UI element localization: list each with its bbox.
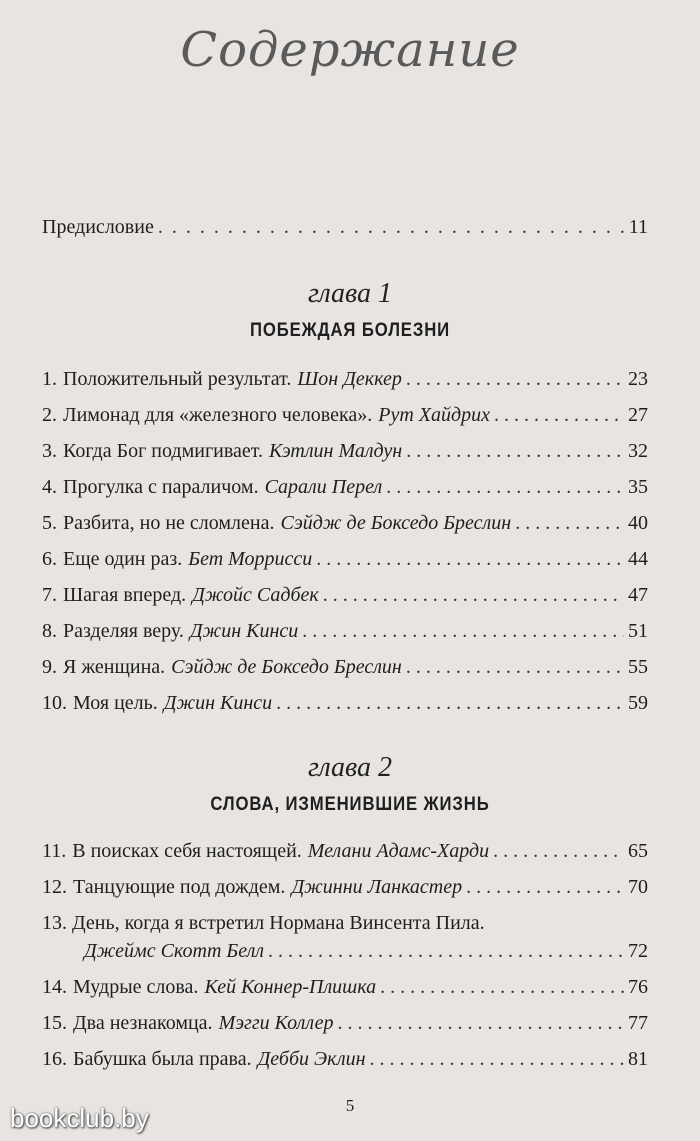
dot-leader — [276, 690, 624, 716]
toc-entry[interactable] — [42, 1046, 648, 1072]
entry-title: Разделяя веру. — [63, 620, 184, 642]
entry-title: Моя цель. — [73, 692, 158, 714]
entry-author: Джин Кинси — [189, 620, 299, 642]
entry-number: 12. — [42, 876, 67, 898]
entry-page: 77 — [628, 1012, 648, 1034]
toc-entry[interactable] — [42, 838, 648, 864]
entry-title: Еще один раз. — [63, 548, 183, 570]
toc-entry[interactable] — [42, 510, 648, 536]
toc-entry[interactable] — [42, 438, 648, 464]
entry-page: 32 — [628, 440, 648, 462]
page-title: Содержание — [180, 22, 520, 78]
entry-author: Мелани Адамс-Харди — [307, 840, 490, 862]
dot-leader — [406, 654, 624, 680]
entry-author: Мэгги Коллер — [218, 1012, 334, 1034]
entry-number: 11. — [42, 840, 67, 862]
entry-page: 44 — [628, 548, 648, 570]
entry-title: Шагая вперед. — [63, 584, 187, 606]
entry-number: 13. — [42, 912, 67, 934]
dot-leader — [337, 1010, 624, 1036]
entry-number: 6. — [42, 548, 57, 570]
entry-number: 14. — [42, 976, 67, 998]
dot-leader — [386, 474, 624, 500]
toc-entry[interactable] — [42, 974, 648, 1000]
entry-page: 70 — [628, 876, 648, 898]
entry-author: Джеймс Скотт Белл — [84, 940, 265, 962]
entry-page: 55 — [628, 656, 648, 678]
chapter-label: глава 1 — [307, 278, 393, 309]
entry-page: 65 — [628, 840, 648, 862]
entry-title: Когда Бог подмигивает. — [63, 440, 264, 462]
entry-number: 10. — [42, 692, 67, 714]
entry-page: 72 — [628, 940, 648, 962]
chapter-label: глава 2 — [307, 752, 393, 783]
toc-entry[interactable] — [42, 690, 648, 716]
dot-leader — [302, 618, 624, 644]
dot-leader — [158, 214, 625, 240]
entry-author: Сэйдж де Бокседо Бреслин — [171, 656, 402, 678]
entry-page: 47 — [628, 584, 648, 606]
entry-number: 7. — [42, 584, 57, 606]
entry-number: 16. — [42, 1048, 67, 1070]
entry-title: День, когда я встретил Нормана Винсента Пила. — [72, 912, 485, 934]
entry-title: Бабушка была права. — [73, 1048, 252, 1070]
dot-leader — [370, 1046, 624, 1072]
entry-page: 40 — [628, 512, 648, 534]
entry-number: 3. — [42, 440, 57, 462]
entry-author: Сарали Перел — [264, 476, 383, 498]
entry-number: 9. — [42, 656, 57, 678]
entry-author: Кэтлин Малдун — [269, 440, 403, 462]
entry-page: 59 — [628, 692, 648, 714]
entry-page: 51 — [628, 620, 648, 642]
dot-leader — [494, 402, 624, 428]
toc-entry[interactable] — [42, 654, 648, 680]
entry-title: Разбита, но не сломлена. — [63, 512, 275, 534]
entry-number: 1. — [42, 368, 57, 390]
entry-title: Лимонад для «железного человека». — [63, 404, 373, 426]
toc-entry[interactable] — [42, 1010, 648, 1036]
toc-entry[interactable] — [42, 582, 648, 608]
toc-entry-line1[interactable] — [42, 910, 648, 936]
dot-leader — [466, 874, 624, 900]
dot-leader — [380, 974, 624, 1000]
entry-author: Джин Кинси — [163, 692, 273, 714]
toc-entry-preface[interactable] — [42, 214, 648, 240]
dot-leader — [406, 366, 624, 392]
entry-author: Бет Моррисси — [188, 548, 313, 570]
page-number: 5 — [345, 1096, 355, 1115]
entry-title: Два незнакомца. — [73, 1012, 213, 1034]
dot-leader — [515, 510, 624, 536]
entry-title: Прогулка с параличом. — [63, 476, 259, 498]
entry-author: Джинни Ланкастер — [291, 876, 463, 898]
entry-author: Дебби Эклин — [257, 1048, 366, 1070]
entry-author: Шон Деккер — [297, 368, 402, 390]
entry-title: Мудрые слова. — [73, 976, 199, 998]
chapter-title: СЛОВА, ИЗМЕНИВШИЕ ЖИЗНЬ — [210, 794, 490, 815]
toc-entry[interactable] — [84, 938, 648, 964]
entry-page: 23 — [628, 368, 648, 390]
entry-title: Предисловие — [42, 216, 154, 238]
entry-page: 27 — [628, 404, 648, 426]
entry-number: 4. — [42, 476, 57, 498]
entry-page: 76 — [628, 976, 648, 998]
entry-title: Танцующие под дождем. — [73, 876, 286, 898]
toc-entry[interactable] — [42, 546, 648, 572]
dot-leader — [493, 838, 624, 864]
toc-entry[interactable] — [42, 618, 648, 644]
entry-title: Я женщина. — [63, 656, 166, 678]
entry-number: 15. — [42, 1012, 67, 1034]
entry-author: Джойс Садбек — [192, 584, 319, 606]
toc-entry[interactable] — [42, 402, 648, 428]
toc-entry[interactable] — [42, 874, 648, 900]
dot-leader — [323, 582, 624, 608]
entry-number: 2. — [42, 404, 57, 426]
entry-number: 8. — [42, 620, 57, 642]
dot-leader — [316, 546, 624, 572]
dot-leader — [406, 438, 624, 464]
entry-page: 11 — [628, 216, 648, 238]
entry-title: В поисках себя настоящей. — [72, 840, 302, 862]
toc-entry[interactable] — [42, 474, 648, 500]
entry-author: Рут Хайдрих — [378, 404, 491, 426]
dot-leader — [268, 938, 624, 964]
entry-number: 5. — [42, 512, 57, 534]
entry-author: Сэйдж де Бокседо Бреслин — [280, 512, 512, 534]
toc-entry[interactable] — [42, 366, 648, 392]
entry-page: 81 — [628, 1048, 648, 1070]
entry-title: Положительный результат. — [63, 368, 292, 390]
entry-page: 35 — [628, 476, 648, 498]
entry-author: Кей Коннер-Плишка — [204, 976, 377, 998]
watermark: bookclub.by — [10, 1103, 149, 1133]
chapter-title: ПОБЕЖДАЯ БОЛЕЗНИ — [249, 320, 451, 341]
